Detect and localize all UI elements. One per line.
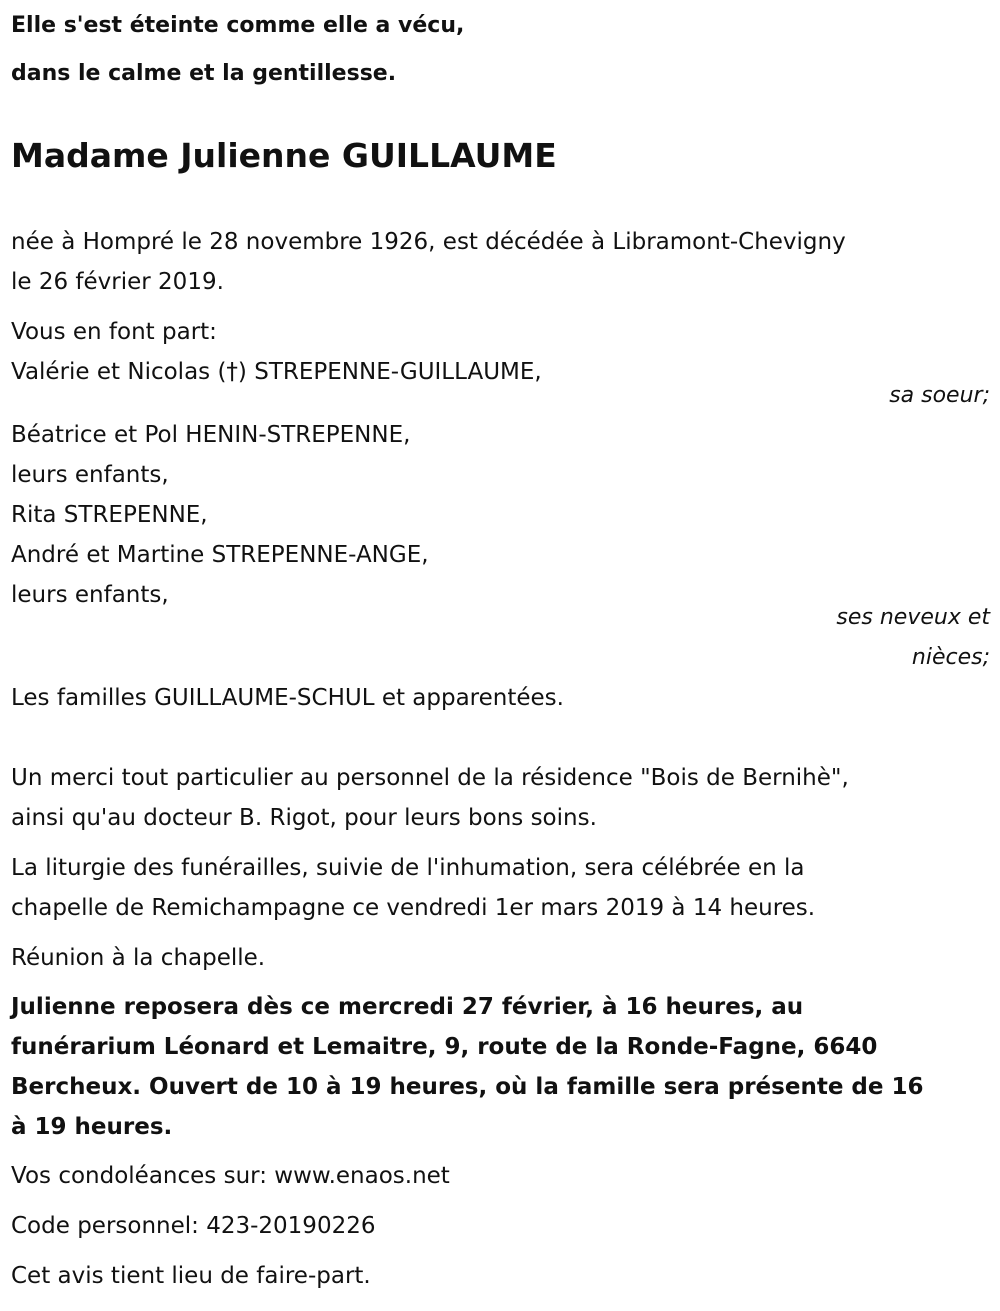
funerarium-line-4: à 19 heures. xyxy=(11,1114,173,1140)
birth-line-1: née à Hompré le 28 novembre 1926, est décédée à Libramont-Chevigny xyxy=(11,229,846,255)
family-line-7: Les familles GUILLAUME-SCHUL et apparentées. xyxy=(11,685,564,711)
condolences-info: Vos condoléances sur: www.enaos.net xyxy=(11,1163,450,1189)
family-line-1: Valérie et Nicolas (†) STREPENNE-GUILLAUME, xyxy=(11,359,542,385)
funerarium-line-2: funérarium Léonard et Lemaitre, 9, route de la Ronde-Fagne, 6640 xyxy=(11,1034,878,1060)
notice-statement: Cet avis tient lieu de faire-part. xyxy=(11,1263,371,1289)
funerarium-line-3: Bercheux. Ouvert de 10 à 19 heures, où la famille sera présente de 16 xyxy=(11,1074,924,1100)
intro-line-2: dans le calme et la gentillesse. xyxy=(11,61,397,86)
family-relation-2-line-1: ses neveux et xyxy=(836,605,990,630)
family-line-5: André et Martine STREPENNE-ANGE, xyxy=(11,542,429,568)
deceased-name: Madame Julienne GUILLAUME xyxy=(11,136,557,175)
family-line-3: leurs enfants, xyxy=(11,462,169,488)
liturgy-line-2: chapelle de Remichampagne ce vendredi 1er mars 2019 à 14 heures. xyxy=(11,895,816,921)
family-header: Vous en font part: xyxy=(11,319,217,345)
thanks-line-2: ainsi qu'au docteur B. Rigot, pour leurs bons soins. xyxy=(11,805,597,831)
liturgy-line-1: La liturgie des funérailles, suivie de l'inhumation, sera célébrée en la xyxy=(11,855,805,881)
family-relation-2-line-2: nièces; xyxy=(911,645,990,670)
family-line-6: leurs enfants, xyxy=(11,582,169,608)
funerarium-line-1: Julienne reposera dès ce mercredi 27 février, à 16 heures, au xyxy=(11,994,804,1020)
family-line-4: Rita STREPENNE, xyxy=(11,502,208,528)
birth-line-2: le 26 février 2019. xyxy=(11,269,224,295)
family-line-2: Béatrice et Pol HENIN-STREPENNE, xyxy=(11,422,411,448)
meeting-note: Réunion à la chapelle. xyxy=(11,945,266,971)
thanks-line-1: Un merci tout particulier au personnel de la résidence "Bois de Bernihè", xyxy=(11,765,849,791)
intro-line-1: Elle s'est éteinte comme elle a vécu, xyxy=(11,13,465,38)
personal-code: Code personnel: 423-20190226 xyxy=(11,1213,376,1239)
family-relation-1: sa soeur; xyxy=(889,383,990,408)
